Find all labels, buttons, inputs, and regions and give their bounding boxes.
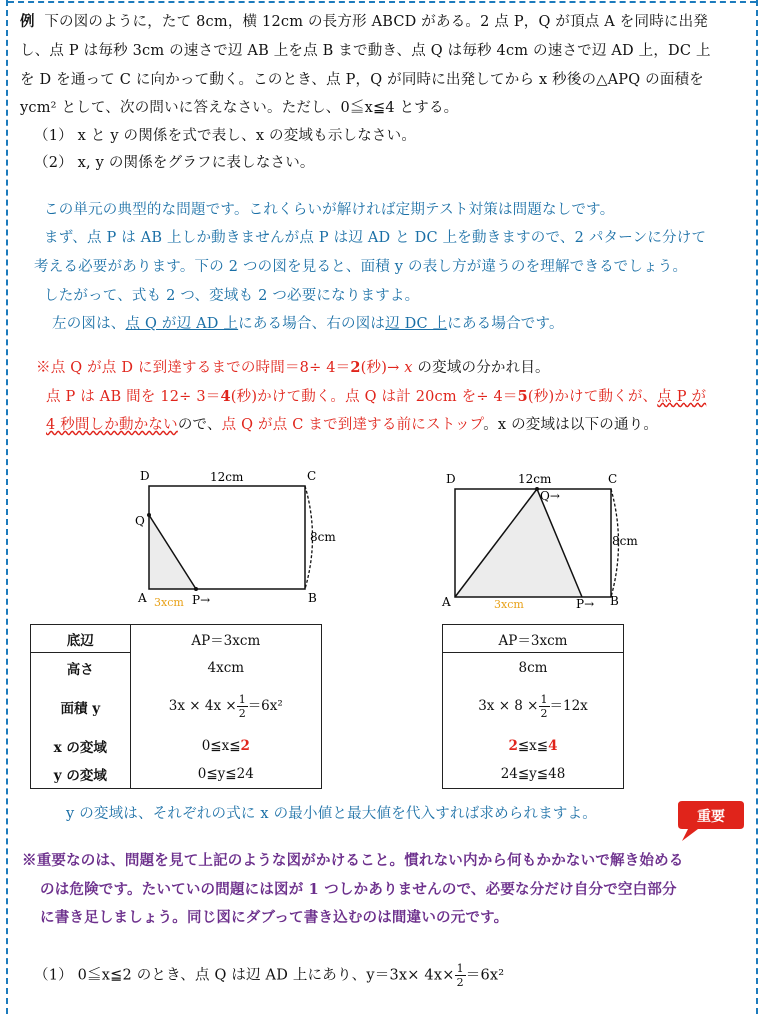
right-value-area: 3x × 8 × $\frac{1}{2}$ ＝12x	[443, 683, 624, 731]
row-value-x-range: 0≦x≦2	[130, 731, 321, 761]
question-2: （2） x, y の関係をグラフに表しなさい。	[34, 155, 315, 171]
label-q-right: Q→	[540, 489, 560, 503]
label-q: Q	[135, 514, 145, 528]
commentary-5: 左の図は、点 Q が辺 AD 上にある場合、右の図は辺 DC 上にある場合です。	[52, 316, 564, 332]
label-side-right: 8cm	[612, 534, 638, 548]
label-p: P→	[192, 593, 211, 607]
label-d: D	[140, 469, 150, 483]
important-2: のは危険です。たいていの問題には図が 1 つしかありませんので、必要な分だけ自分で空白部分	[40, 881, 677, 898]
triangle-apq-right	[455, 489, 582, 597]
right-value-y-range: 24≦y≦48	[443, 761, 624, 789]
badge-text: 重要	[697, 809, 725, 825]
label-a-right: A	[442, 595, 451, 609]
right-value-x-range: 2≦x≦4	[443, 731, 624, 761]
row-label-x-range: x の変域	[31, 731, 131, 761]
label-c: C	[307, 469, 317, 483]
point-q-left	[147, 513, 151, 517]
commentary-1: この単元の典型的な問題です。これくらいが解ければ定期テスト対策は問題なしです。	[44, 202, 615, 218]
row-value-y-range: 0≦y≦24	[130, 761, 321, 789]
right-value-base: AP＝3xcm	[443, 625, 624, 653]
important-badge	[676, 799, 746, 843]
row-label-area: 面積 y	[31, 683, 131, 731]
note-line-1: ※点 Q が点 D に到達するまでの時間＝8÷ 4＝2(秒)→ x の変域の分かれ目。	[36, 359, 550, 376]
right-value-height: 8cm	[443, 653, 624, 683]
point-p-left	[194, 587, 198, 591]
problem-line-1: 例 下の図のように，たて 8cm，横 12cm の長方形 ABCD がある。2 点 P，Q が頂点 A を同時に出発	[20, 13, 708, 30]
range-note: y の変域は、それぞれの式に x の最小値と最大値を代入すれば求められますよ。	[66, 806, 597, 822]
note-line-3: 4 秒間しか動かないので、点 Q が点 C まで到達する前にストップ。x の変域は以下の通り。	[46, 417, 659, 433]
row-value-height: 4xcm	[130, 653, 321, 683]
label-base-right: 3xcm	[494, 598, 524, 611]
commentary-3: 考える必要があります。下の 2 つの図を見ると、面積 y の表し方が違うのを理解できるでしょう。	[34, 259, 688, 275]
question-1: （1） x と y の関係を式で表し、x の変域も示しなさい。	[34, 128, 417, 144]
problem-line-4: ycm² として、次の問いに答えなさい。ただし、0≦x≦4 とする。	[20, 100, 459, 116]
top-border	[8, 1, 756, 3]
problem-line-3: を D を通って C に向かって動く。このとき、点 P，Q が同時に出発してから x 秒後の△APQ の面積を	[20, 72, 704, 88]
row-value-area: 3x × 4x × $\frac{1}{2}$ ＝6x²	[130, 683, 321, 731]
label-a: A	[138, 591, 147, 605]
table-right	[442, 624, 624, 789]
label-c-right: C	[608, 472, 618, 486]
important-1: ※重要なのは、問題を見て上記のような図がかけること。慣れない内から何もかかないで解き始める	[22, 852, 684, 869]
answer-1: （1） 0≦x≦2 のとき、点 Q は辺 AD 上にあり、y＝3x× 4x× $\frac{1}{2}$ ＝6x²	[34, 962, 505, 989]
point-q-right	[535, 487, 539, 491]
row-value-base: AP＝3xcm	[130, 625, 321, 653]
row-label-y-range: y の変域	[31, 761, 131, 789]
figure-left	[130, 465, 350, 615]
label-top-right: 12cm	[518, 472, 552, 486]
label-side: 8cm	[310, 530, 336, 544]
commentary-2: まず、点 P は AB 上しか動きませんが点 P は辺 AD と DC 上を動きますので、2 パターンに分けて	[44, 230, 707, 246]
label-base: 3xcm	[154, 596, 184, 609]
label-b-right: B	[610, 594, 619, 608]
table-left	[30, 624, 322, 789]
note-line-2: 点 P は AB 間を 12÷ 3＝4(秒)かけて動く。点 Q は計 20cm を÷ 4＝5(秒)かけて動くが、点 P が	[46, 388, 707, 405]
label-top: 12cm	[210, 470, 244, 484]
important-3: に書き足しましょう。同じ図にダブって書き込むのは間違いの元です。	[40, 909, 509, 926]
row-label-height: 高さ	[31, 653, 131, 683]
label-b: B	[308, 591, 317, 605]
problem-line-2: し、点 P は毎秒 3cm の速さで辺 AB 上を点 B まで動き、点 Q は毎秒 4cm の速さで辺 AD 上，DC 上	[20, 43, 711, 59]
label-d-right: D	[446, 472, 456, 486]
figure-right	[436, 465, 656, 615]
row-label-base: 底辺	[31, 625, 131, 653]
label-p-right: P→	[576, 597, 595, 611]
commentary-4: したがって、式も 2 つ、変域も 2 つ必要になりますよ。	[44, 288, 420, 304]
